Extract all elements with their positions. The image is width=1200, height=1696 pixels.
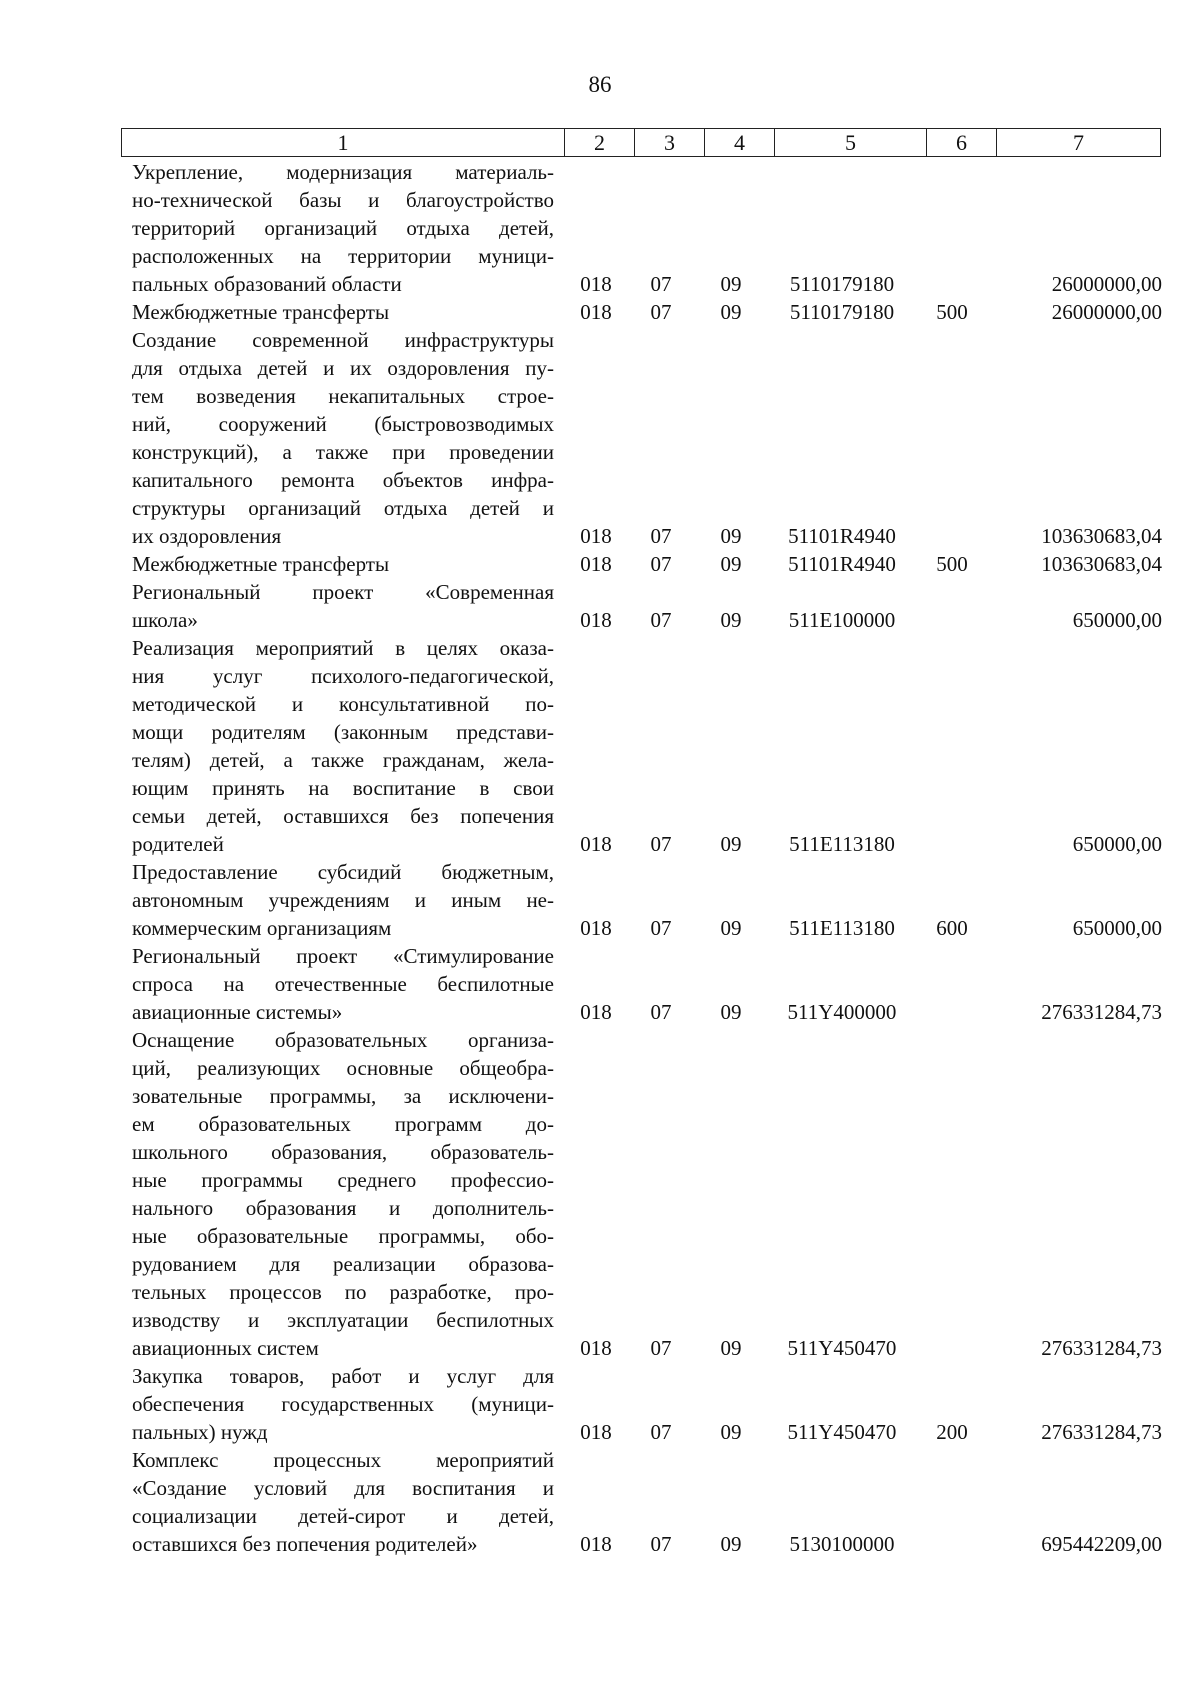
row-description-line: методической и консультативной по- xyxy=(132,692,554,716)
row-description-line: социализации детей-сирот и детей, xyxy=(132,1504,554,1528)
cell-col-2: 018 xyxy=(580,608,612,632)
cell-col-7: 26000000,00 xyxy=(1051,272,1162,296)
table-row xyxy=(132,858,1162,942)
cell-col-2: 018 xyxy=(580,1532,612,1556)
row-description-line: Межбюджетные трансферты xyxy=(132,300,390,324)
row-description-line: Предоставление субсидий бюджетным, xyxy=(132,860,554,884)
row-description-line: ные образовательные программы, обо- xyxy=(132,1224,554,1248)
cell-col-5: 511E100000 xyxy=(788,608,896,632)
row-description xyxy=(132,1446,554,1558)
table-row xyxy=(132,326,1162,550)
cell-col-2: 018 xyxy=(580,272,612,296)
cell-col-3: 07 xyxy=(650,1420,672,1444)
row-description-line: их оздоровления xyxy=(132,524,282,548)
row-description-line: Комплекс процессных мероприятий xyxy=(132,1448,554,1472)
cell-col-3: 07 xyxy=(650,1532,672,1556)
row-description-line: Создание современной инфраструктуры xyxy=(132,328,554,352)
row-description-line: рудованием для реализации образова- xyxy=(132,1252,554,1276)
cell-col-2: 018 xyxy=(580,300,612,324)
row-description-line: территорий организаций отдыха детей, xyxy=(132,216,554,240)
row-description-line: изводству и эксплуатации беспилотных xyxy=(132,1308,554,1332)
cell-col-4: 09 xyxy=(720,1420,742,1444)
row-description-line: спроса на отечественные беспилотные xyxy=(132,972,554,996)
cell-col-3: 07 xyxy=(650,272,672,296)
row-description xyxy=(132,1362,554,1446)
cell-col-5: 511Y450470 xyxy=(787,1420,897,1444)
cell-col-7: 26000000,00 xyxy=(1051,300,1162,324)
cell-col-2: 018 xyxy=(580,524,612,548)
row-description-line: Оснащение образовательных организа- xyxy=(132,1028,554,1052)
table-row xyxy=(132,634,1162,858)
cell-col-7: 650000,00 xyxy=(1072,916,1162,940)
cell-col-2: 018 xyxy=(580,1420,612,1444)
row-description xyxy=(132,942,554,1026)
table-row xyxy=(132,578,1162,634)
row-description-line: ные программы среднего профессио- xyxy=(132,1168,554,1192)
cell-col-4: 09 xyxy=(720,272,742,296)
table-row xyxy=(132,1026,1162,1362)
cell-col-6: 200 xyxy=(936,1420,968,1444)
column-header-6: 6 xyxy=(926,129,996,156)
row-description-line: семьи детей, оставшихся без попечения xyxy=(132,804,554,828)
cell-col-3: 07 xyxy=(650,608,672,632)
row-description-line: тем возведения некапитальных строе- xyxy=(132,384,554,408)
row-description-line: телям) детей, а также гражданам, жела- xyxy=(132,748,554,772)
row-description-line: тельных процессов по разработке, про- xyxy=(132,1280,554,1304)
cell-col-4: 09 xyxy=(720,1000,742,1024)
row-description-line: ний, сооружений (быстровозводимых xyxy=(132,412,554,436)
cell-col-2: 018 xyxy=(580,1336,612,1360)
cell-col-2: 018 xyxy=(580,1000,612,1024)
table-row xyxy=(132,298,1162,326)
row-description-line: родителей xyxy=(132,832,224,856)
cell-col-3: 07 xyxy=(650,552,672,576)
cell-col-5: 511E113180 xyxy=(789,832,895,856)
row-description-line: автономным учреждениям и иным не- xyxy=(132,888,554,912)
row-description-line: мощи родителям (законным представи- xyxy=(132,720,554,744)
cell-col-3: 07 xyxy=(650,1000,672,1024)
table-header xyxy=(121,128,1161,157)
row-description-line: коммерческим организациям xyxy=(132,916,392,940)
row-description xyxy=(132,550,554,578)
row-description-line: но-технической базы и благоустройство xyxy=(132,188,554,212)
cell-col-3: 07 xyxy=(650,300,672,324)
row-description-line: школьного образования, образователь- xyxy=(132,1140,554,1164)
row-description-line: нального образования и дополнитель- xyxy=(132,1196,554,1220)
cell-col-5: 511Y400000 xyxy=(787,1000,897,1024)
row-description xyxy=(132,158,554,298)
row-description-line: ющим принять на воспитание в свои xyxy=(132,776,554,800)
row-description xyxy=(132,858,554,942)
row-description-line: капитального ремонта объектов инфра- xyxy=(132,468,554,492)
cell-col-4: 09 xyxy=(720,1532,742,1556)
row-description-line: расположенных на территории муници- xyxy=(132,244,554,268)
row-description xyxy=(132,298,554,326)
cell-col-5: 51101R4940 xyxy=(788,552,896,576)
row-description-line: авиационные системы» xyxy=(132,1000,343,1024)
cell-col-2: 018 xyxy=(580,832,612,856)
cell-col-3: 07 xyxy=(650,832,672,856)
cell-col-7: 276331284,73 xyxy=(1041,1336,1162,1360)
row-description xyxy=(132,578,554,634)
row-description-line: ций, реализующих основные общеобра- xyxy=(132,1056,554,1080)
cell-col-7: 103630683,04 xyxy=(1041,524,1162,548)
cell-col-4: 09 xyxy=(720,608,742,632)
cell-col-7: 276331284,73 xyxy=(1041,1000,1162,1024)
row-description-line: авиационных систем xyxy=(132,1336,319,1360)
row-description xyxy=(132,634,554,858)
row-description-line: для отдыха детей и их оздоровления пу- xyxy=(132,356,554,380)
row-description-line: ем образовательных программ до- xyxy=(132,1112,554,1136)
cell-col-6: 600 xyxy=(936,916,968,940)
row-description-line: пальных) нужд xyxy=(132,1420,268,1444)
cell-col-2: 018 xyxy=(580,552,612,576)
table-row xyxy=(132,1362,1162,1446)
column-header-4: 4 xyxy=(704,129,774,156)
column-header-3: 3 xyxy=(634,129,704,156)
cell-col-5: 511E113180 xyxy=(789,916,895,940)
column-header-7: 7 xyxy=(996,129,1160,156)
cell-col-7: 103630683,04 xyxy=(1041,552,1162,576)
row-description xyxy=(132,1026,554,1362)
table-row xyxy=(132,942,1162,1026)
page-number: 86 xyxy=(588,72,612,97)
row-description xyxy=(132,326,554,550)
cell-col-7: 276331284,73 xyxy=(1041,1420,1162,1444)
row-description-line: пальных образований области xyxy=(132,272,402,296)
cell-col-5: 5130100000 xyxy=(789,1532,895,1556)
row-description-line: «Создание условий для воспитания и xyxy=(132,1476,554,1500)
cell-col-7: 650000,00 xyxy=(1072,608,1162,632)
row-description-line: школа» xyxy=(132,608,198,632)
table-body xyxy=(132,158,1162,1558)
row-description-line: Региональный проект «Современная xyxy=(132,580,554,604)
row-description-line: Укрепление, модернизация материаль- xyxy=(132,160,554,184)
cell-col-6: 500 xyxy=(936,300,968,324)
cell-col-5: 51101R4940 xyxy=(788,524,896,548)
row-description-line: обеспечения государственных (муници- xyxy=(132,1392,554,1416)
cell-col-4: 09 xyxy=(720,916,742,940)
table-row xyxy=(132,550,1162,578)
cell-col-5: 511Y450470 xyxy=(787,1336,897,1360)
cell-col-3: 07 xyxy=(650,916,672,940)
cell-col-4: 09 xyxy=(720,524,742,548)
row-description-line: зовательные программы, за исключени- xyxy=(132,1084,554,1108)
cell-col-7: 695442209,00 xyxy=(1041,1532,1162,1556)
column-header-1: 1 xyxy=(337,130,349,155)
cell-col-6: 500 xyxy=(936,552,968,576)
row-description-line: Закупка товаров, работ и услуг для xyxy=(132,1364,554,1388)
cell-col-5: 5110179180 xyxy=(789,300,895,324)
cell-col-4: 09 xyxy=(720,300,742,324)
cell-col-3: 07 xyxy=(650,524,672,548)
row-description-line: Реализация мероприятий в целях оказа- xyxy=(132,636,554,660)
row-description-line: структуры организаций отдыха детей и xyxy=(132,496,554,520)
row-description-line: ния услуг психолого-педагогической, xyxy=(132,664,554,688)
table-row xyxy=(132,1446,1162,1558)
column-header-2: 2 xyxy=(564,129,634,156)
table-row xyxy=(132,158,1162,298)
row-description-line: оставшихся без попечения родителей» xyxy=(132,1532,478,1556)
cell-col-4: 09 xyxy=(720,1336,742,1360)
cell-col-2: 018 xyxy=(580,916,612,940)
cell-col-7: 650000,00 xyxy=(1072,832,1162,856)
cell-col-4: 09 xyxy=(720,552,742,576)
row-description-line: Межбюджетные трансферты xyxy=(132,552,390,576)
cell-col-3: 07 xyxy=(650,1336,672,1360)
column-header-5: 5 xyxy=(774,129,926,156)
row-description-line: конструкций), а также при проведении xyxy=(132,440,554,464)
row-description-line: Региональный проект «Стимулирование xyxy=(132,944,554,968)
cell-col-4: 09 xyxy=(720,832,742,856)
cell-col-5: 5110179180 xyxy=(789,272,895,296)
